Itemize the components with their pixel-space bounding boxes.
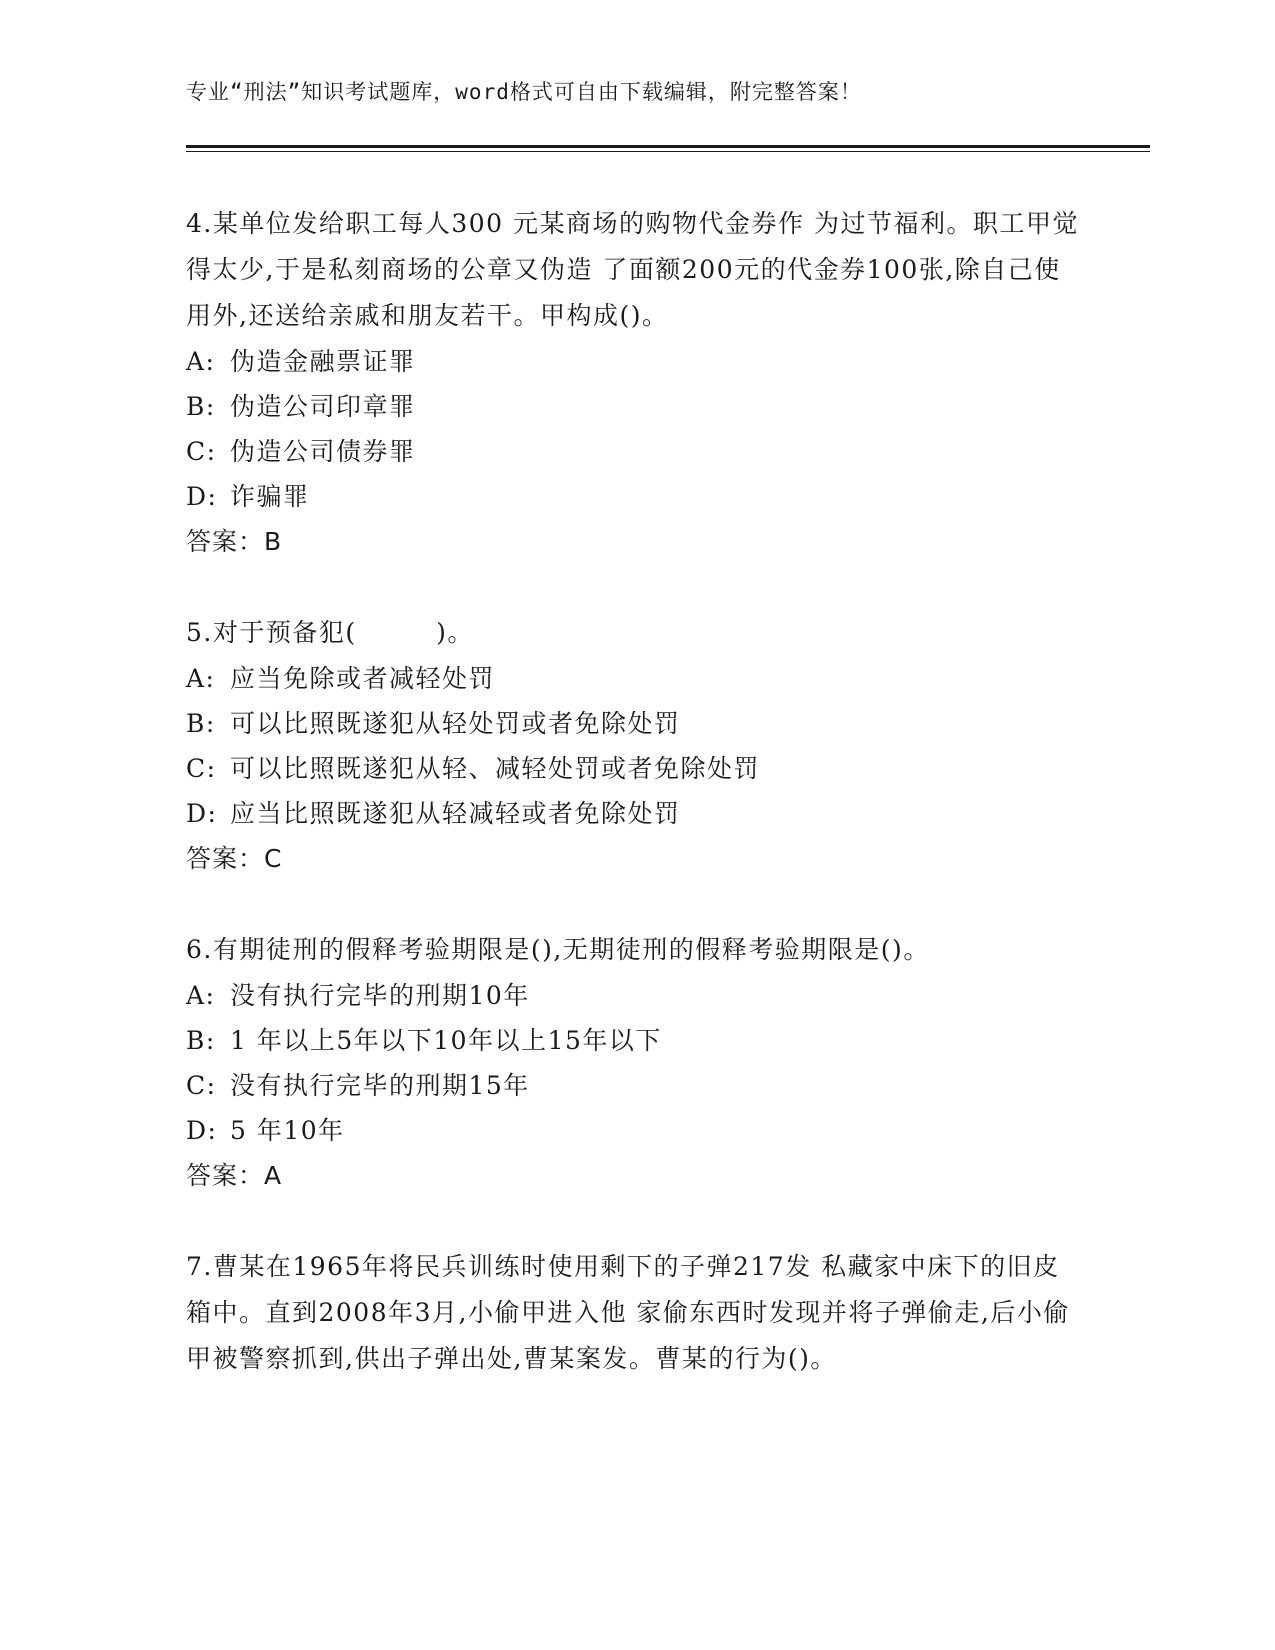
- question-text: 7.曹某在1965年将民兵训练时使用剩下的子弹217发 私藏家中床下的旧皮箱中。直到2008年3月,小偷甲进入他 家偷东西时发现并将子弹偷走,后小偷甲被警察抓到,供出子弹出处,曹某案发。曹某的行为()。: [186, 1252, 1070, 1373]
- option-text: 应当免除或者减轻处罚: [230, 664, 496, 693]
- answer-line: 答案：A: [186, 1161, 283, 1190]
- header-rule-thin: [186, 151, 1150, 152]
- option-a: [186, 656, 1086, 701]
- option-d: [186, 1108, 1086, 1153]
- question-text: 4.某单位发给职工每人300 元某商场的购物代金券作 为过节福利。职工甲觉得太少,于是私刻商场的公章又伪造 了面额200元的代金券100张,除自己使用外,还送给亲戚和朋友若干。甲构成()。: [186, 209, 1079, 330]
- answer-line: 答案：B: [186, 527, 283, 556]
- option-letter: B:: [186, 709, 216, 738]
- page-header: 专业“刑法”知识考试题库，word格式可自由下载编辑，附完整答案！: [186, 80, 862, 104]
- question-list: [186, 201, 1086, 1427]
- option-letter: C:: [186, 754, 217, 783]
- option-c: [186, 746, 1086, 791]
- option-d: [186, 791, 1086, 836]
- option-b: [186, 384, 1086, 429]
- option-b: [186, 1018, 1086, 1063]
- option-text: 伪造金融票证罪: [230, 347, 416, 376]
- option-text: 可以比照既遂犯从轻处罚或者免除处罚: [230, 709, 681, 738]
- option-letter: A:: [186, 664, 216, 693]
- option-text: 伪造公司印章罪: [230, 392, 416, 421]
- option-c: [186, 1063, 1086, 1108]
- question-text: 6.有期徒刑的假释考验期限是(),无期徒刑的假释考验期限是()。: [186, 935, 930, 964]
- option-letter: D:: [186, 482, 218, 511]
- option-letter: B:: [186, 392, 216, 421]
- question-5: [186, 610, 1086, 882]
- option-letter: C:: [186, 1071, 217, 1100]
- option-text: 5 年10年: [230, 1116, 345, 1145]
- option-text: 伪造公司债券罪: [230, 437, 416, 466]
- answer-line: 答案：C: [186, 844, 283, 873]
- header-rule-thick: [186, 145, 1150, 148]
- question-text: 5.对于预备犯( )。: [186, 618, 474, 647]
- option-letter: C:: [186, 437, 217, 466]
- option-d: [186, 474, 1086, 519]
- option-text: 没有执行完毕的刑期15年: [230, 1071, 530, 1100]
- option-text: 可以比照既遂犯从轻、减轻处罚或者免除处罚: [230, 754, 761, 783]
- option-text: 没有执行完毕的刑期10年: [230, 981, 530, 1010]
- option-letter: D:: [186, 799, 218, 828]
- option-letter: B:: [186, 1026, 216, 1055]
- question-6: [186, 927, 1086, 1199]
- option-b: [186, 701, 1086, 746]
- question-7: [186, 1244, 1086, 1382]
- question-4: [186, 201, 1086, 565]
- option-text: 应当比照既遂犯从轻减轻或者免除处罚: [230, 799, 681, 828]
- option-a: [186, 339, 1086, 384]
- option-a: [186, 973, 1086, 1018]
- option-text: 诈骗罪: [230, 482, 310, 511]
- option-letter: D:: [186, 1116, 218, 1145]
- option-text: 1 年以上5年以下10年以上15年以下: [230, 1026, 662, 1055]
- option-letter: A:: [186, 347, 216, 376]
- option-letter: A:: [186, 981, 216, 1010]
- option-c: [186, 429, 1086, 474]
